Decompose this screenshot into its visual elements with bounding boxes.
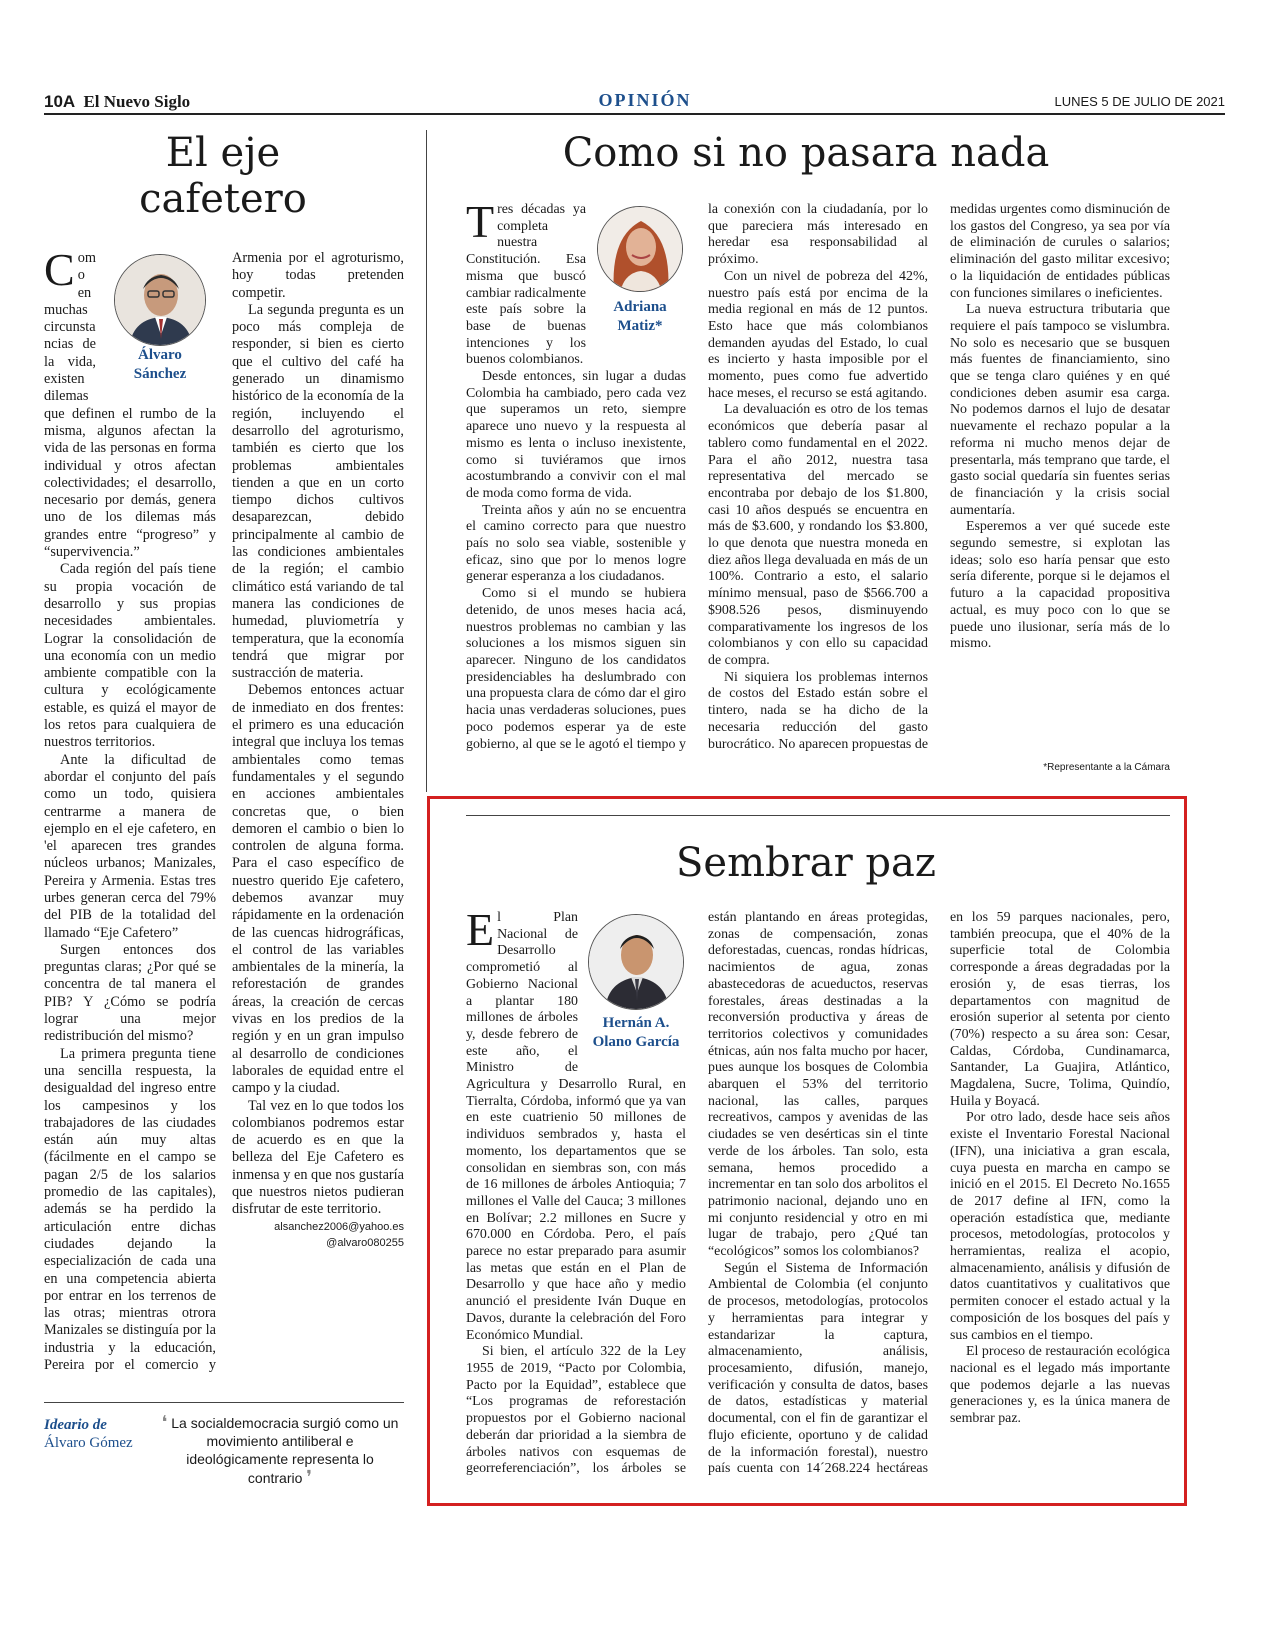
paper-name: El Nuevo Siglo	[83, 92, 191, 111]
paragraph: Ante la dificultad de abordar el conjunto del país como un todo, quisiera centrarme a manera de ejemplo en el eje cafetero, en 'el aparecen tres grandes núcleos urbanos; Manizales, Pereira y Armenia. Estas tres urbes generan cerca del 79% del PIB de la totalidad del llamado “Eje Cafetero”	[44, 751, 216, 941]
author-name	[586, 1014, 686, 1052]
paragraph: La devaluación es otro de los temas económicos que debería pasar al tablero como fundamental en el 2022. Para el año 2012, nuestra tasa representativa del mercado se encontraba por debajo de los $1.800, casi 10 años después se encuentra en más de $3.600, y rondando los $3.800, lo que denota que nuestra moneda en diez años llega devaluada en más de un 100%. Contrario a esto, el salario mínimo mensual, paso de $566.700 a $908.526 pesos, disminuyendo comparativamente los ingresos de los colombianos y con ello su capacidad de compra.	[708, 402, 928, 668]
ideario-quote-text: La socialdemocracia surgió como un movimiento antiliberal e ideológicamente representa lo contrario	[171, 1415, 399, 1486]
author-box	[586, 914, 686, 1064]
ideario-author: Álvaro Gómez	[44, 1435, 133, 1451]
paragraph: La primera pregunta tiene una sencilla respuesta, la desigualdad del ingreso entre los campesinos y los trabajadores de las ciudades están aún muy altas (fácilmente en el campo se pagan 2/5 de los salarios promedio de las capitales), además se ha perdido la articulación entre dichas ciudades dejando la especialización de cada una en una competencia abierta por entrar en los terrenos de las otras; mientras otrora Manizales se distinguía por la industria y la educación, Pereira por el comercio y Armenia por el agroturismo, hoy todas pretenden competir.	[44, 250, 404, 1373]
article-body-nada	[466, 196, 1170, 756]
author-box	[594, 206, 686, 356]
paragraph: Treinta años y aún no se encuentra el camino correcto para que nuestro país no solo sea viable, sostenible y eficaz, sino que por lo menos logre generar esperanza a los ciudadanos.	[466, 502, 686, 585]
portrait-icon	[115, 255, 206, 346]
title-line: El eje	[165, 130, 281, 176]
masthead	[44, 92, 190, 112]
paragraph: Si bien, el artículo 322 de la Ley 1955 de 2019, “Pacto por Colombia, Pacto por la Equidad”, establece que “Los programas de reforestación propuestos por el Gobierno nacional deberán dar prioridad a la siembra de árboles nativos con esquemas de georreferenciación”, los árboles se están plantando en áreas protegidas, zonas de compensación, zonas deforestadas, cuencas, rondas hídricas, nacimientos de agua, zonas abastecedoras de acueductos, reservas forestales, áreas destinadas a la reconversión productiva y áreas de territorios colectivos y comunidades étnicas, aún nos falta mucho por hacer, pues aunque los bosques de Colombia abarquen el 53% del territorio nacional, las calles, parques recreativos, campos y avenidas de las ciudades se ven desérticas sin el tinte verde de los árboles. Tan solo, esta semana, hemos procedido a incrementar en tan solo dos arbolitos el patrimonio nacional, dejando uno en mi conjunto residencial y otro en mi lugar de trabajo, pero ¿Qué tan “ecológicos” somos los colombianos?	[466, 910, 928, 1477]
author-photo	[114, 254, 206, 346]
portrait-icon	[589, 915, 684, 1010]
author-box	[104, 254, 216, 394]
paragraph: Por otro lado, desde hace seis años existe el Inventario Forestal Nacional (IFN), una iniciativa a gran escala, cuya puesta en marcha en campo se inició en el 2015. El Decreto No.1655 de 2017 define al IFN, como la operación estadística que, mediante procesos, metodologías, protocolos y herramientas, realiza el acopio, almacenamiento, análisis y difusión de datos cuantitativos y cualitativos que permiten conocer el estado actual y la composición de los bosques del país y sus cambios en el tiempo.	[950, 1110, 1170, 1343]
author-first-name: Hernán A.	[602, 1015, 670, 1031]
paragraph: Según el Sistema de Información Ambiental de Colombia (el conjunto de procesos, metodologías, protocolos y herramientas para integrar y estandarizar la captura, almacenamiento, análisis, procesamiento, difusión, manejo, verificación y consulta de datos, bases de datos, estadísticas y material documental, con el fin de garantizar el flujo eficiente, oportuno y de calidad de la información forestal), nuestro país cuenta con 14´268.224 hectáreas en los 59 parques nacionales, pero, también preocupa, que el 40% de la superficie total de Colombia corresponde a áreas degradadas por la erosión y, de esas tierras, los departamentos con magnitud de erosión superior al setenta por ciento (70%) respecto a su área son: Cesar, Caldas, Córdoba, Cundinamarca, Santander, La Guajira, Atlántico, Magdalena, Sucre, Tolima, Quindío, Huila y Boyacá.	[708, 910, 1170, 1477]
paragraph: Como en muchas circunstancias de la vida, existen dilemas que definen el rumbo de la misma, algunos afectan la vida de las personas en forma individual y otros afectan colectividades; el desarrollo, necesario por demás, genera uno de los dilemas más grandes entre “progreso” y “supervivencia.”	[44, 244, 216, 561]
section-divider	[44, 1402, 404, 1403]
section-title: OPINIÓN	[598, 90, 692, 110]
paragraph: La nueva estructura tributaria que requiere el país tampoco se vislumbra. No solo es necesario que se busquen más fuentes de financiamiento, sino que se tenga claro quiénes y en qué condiciones deben asumir esa carga. No podemos darnos el lujo de desatar nuevamente el rechazo popular a la reforma ni mucho menos dejar de presentarla, más temprano que tarde, el gasto social quedaría sin fuentes serias de financiación y la crisis social aumentaría.	[950, 302, 1170, 518]
author-last-name: Olano García	[592, 1034, 680, 1050]
paragraph: Como si el mundo se hubiera detenido, de unos meses hacia acá, nuestros problemas no cambian y las soluciones a los mismos siguen sin aparecer. Ninguno de los candidatos presidenciables ha deslumbrado con una propuesta clara de cómo dar el giro hacia unas verdaderas soluciones, pues poco podemos esperar ya de este gobierno, al que se le agotó el tiempo y la conexión con la ciudadanía, por lo que pareciera más interesado en heredar esa responsabilidad al próximo.	[466, 202, 928, 752]
ideario-title: Ideario de	[44, 1417, 107, 1433]
paragraph: Tal vez en lo que todos los colombianos podremos estar de acuerdo es en que la belleza del Eje Cafetero es inmensa y en que nos gustaría que nuestros nietos pudieran disfrutar de este territorio.	[232, 1097, 404, 1218]
page-number: 10A	[44, 92, 76, 111]
article-title-cafetero	[44, 130, 402, 222]
author-last-name: Sánchez	[133, 366, 187, 382]
open-quote-icon: ❛	[161, 1412, 168, 1432]
paragraph: Desde entonces, sin lugar a dudas Colombia ha cambiado, pero cada vez que superamos un reto, siempre aparece uno nuevo y la respuesta al mismo es lenta o incluso inexistente, como si tuviéramos que irnos acostumbrando a convivir con el mal de moda como forma de vida.	[466, 369, 686, 501]
author-name	[104, 346, 216, 384]
author-name	[594, 298, 686, 336]
paragraph: La segunda pregunta es un poco más compleja de responder, si bien es cierto que el cultivo del café ha generado un dinamismo histórico de la economía de la región, incluyendo el desarrollo del agroturismo, también es cierto que los problemas ambientales tienden a que en un corto tiempo dichos cultivos desaparezcan, debido principalmente al cambio de las condiciones ambientales de la región; el cambio climático está variando de tal manera las condiciones de humedad, pluviometría y temperatura, que la economía tendrá que migrar por sustracción de materia.	[232, 301, 404, 682]
author-photo	[597, 206, 683, 292]
paragraph: Surgen entonces dos preguntas claras; ¿Por qué se concentra de tal manera el PIB? Y ¿Cómo se podría lograr una mejor redistribución del mismo?	[44, 941, 216, 1045]
paragraph: El proceso de restauración ecológica nacional es el legado más importante que podemos dejarle a las nuevas generaciones y, es la única manera de sembrar paz.	[950, 1344, 1170, 1427]
article-body-paz	[466, 904, 1170, 1490]
author-photo	[588, 914, 684, 1010]
paragraph: Tres décadas ya completa nuestra Constitución. Esa misma que buscó cambiar radicalmente este país sobre la base de buenas intenciones y los buenos colombianos.	[466, 196, 586, 368]
issue-date: LUNES 5 DE JULIO DE 2021	[1054, 94, 1225, 109]
close-quote-icon: ❜	[306, 1467, 313, 1487]
article-title-paz: Sembrar paz	[676, 840, 936, 886]
paragraph: Cada región del país tiene su propia vocación de desarrollo y sus propias necesidades ambientales. Lograr la consolidación de una economía con un medio ambiente compatible con la cultura y ecológicamente estable, es quizá el mayor de los retos para cualquiera de nuestros territorios.	[44, 561, 216, 751]
column-divider	[426, 130, 427, 792]
author-first-name: Álvaro	[138, 347, 182, 363]
author-footnote: *Representante a la Cámara	[1043, 762, 1170, 773]
paragraph: Debemos entonces actuar de inmediato en dos frentes: el primero es una educación integral que incluya los temas ambientales como temas fundamentales y el segundo en acciones ambientales concretas que, o bien demoren el cambio o bien lo controlen de alguna forma. Para el caso específico de nuestro querido Eje cafetero, debemos avanzar muy rápidamente en la ordenación de las cuencas hidrográficas, el control de las variables ambientales de la minería, la reforestación de grandes áreas, la creación de cercas vivas en los predios de la región y en un gran impulso al desarrollo de condiciones laborales de equidad entre el campo y la ciudad.	[232, 682, 404, 1097]
ideario-label	[44, 1416, 133, 1452]
article-title-nada: Como si no pasara nada	[562, 130, 1050, 176]
section-divider	[466, 815, 1170, 816]
header-rule	[44, 113, 1225, 115]
portrait-icon	[598, 207, 683, 292]
author-last-name: Matiz*	[617, 318, 663, 334]
ideario-quote	[160, 1413, 400, 1487]
title-line: cafetero	[139, 176, 307, 222]
paragraph: Con un nivel de pobreza del 42%, nuestro país está por encima de la media regional en más de 12 puntos. Esto hace que más colombianos demanden ayudas del Estado, lo cual es incierto y hasta imposible por el momento, pues como fue advertido hace meses, el recurso se está agitando.	[708, 268, 928, 401]
paragraph: Esperemos a ver qué sucede este segundo semestre, si explotan las ideas; solo eso haría pensar que esto sería diferente, porque si le dejamos el futuro a la capacidad propositiva actual, es muy poco con lo que se puede uno ilusionar, sería más de lo mismo.	[950, 519, 1170, 652]
author-handle: @alvaro080255	[326, 1236, 404, 1249]
author-email: alsanchez2006@yahoo.es	[274, 1220, 404, 1233]
paragraph: El Plan Nacional de Desarrollo comprometió al Gobierno Nacional a plantar 180 millones de árboles y, desde febrero de este año, el Ministro de Agricultura y Desarrollo Rural, en Tierralta, Córdoba, informó que ya van en este cuatrienio 50 millones de individuos sembrados y, hasta el momento, los departamentos que se consolidan en siembras son, con más de 16 millones de árboles Antioquia; 7 millones el Valle del Cauca; 3 millones en Bolívar; 2.2 millones en Sucre y 670.000 en Córdoba. Pero, el país parece no estar preparado para asumir las metas que están en el Plan de Desarrollo y que hace año y medio anunció el presidente Iván Duque en Davos, durante la celebración del Foro Económico Mundial.	[466, 904, 686, 1343]
author-first-name: Adriana	[613, 299, 667, 315]
article-body-cafetero	[44, 244, 404, 1388]
paragraph: Ni siquiera los problemas internos de costos del Estado están sobre el tintero, nada se ha dicho de la necesaria reducción del gasto burocrático. No aparecen propuestas de medidas urgentes como disminución de los gastos del Congreso, ya sea por vía de eliminación de curules o salarios; eliminación del gasto militar excesivo; o la liquidación de entidades públicas con funciones similares o ineficientes.	[708, 202, 1170, 752]
